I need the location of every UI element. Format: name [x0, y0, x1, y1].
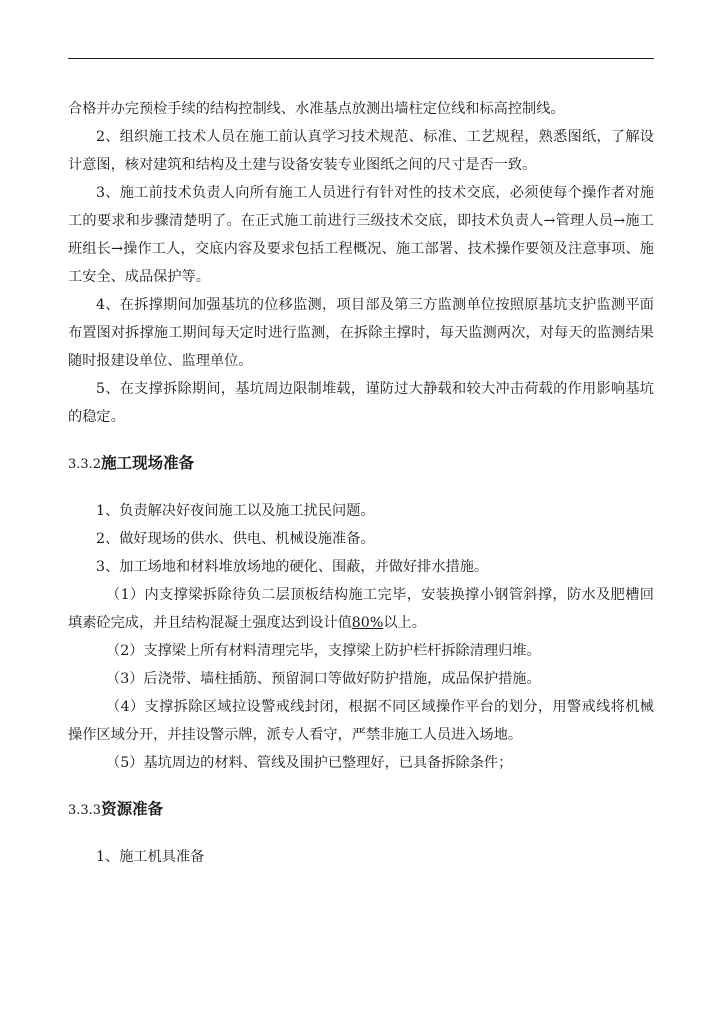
- section-number: 3.3.2: [68, 457, 102, 472]
- site-prep-item-2: 2、做好现场的供水、供电、机械设施准备。: [96, 531, 375, 547]
- paragraph-intro-continuation: 合格并办完预检手续的结构控制线、水准基点放测出墙柱定位线和标高控制线。: [68, 101, 565, 117]
- header-rule: [68, 58, 654, 59]
- paragraph-item-3: 3、施工前技术负责人向所有施工人员进行有针对性的技术交底，必须使每个操作者对施工的要求和步骤清楚明了。在正式施工前进行三级技术交底，即技术负责人→管理人员→施工班组长→操作工人，交底内容及要求包括工程概况、施工部署、技术操作要领及注意事项、施工安全、成品保护等。: [68, 185, 654, 285]
- section-number: 3.3.3: [68, 803, 102, 818]
- site-prep-item-1: 1、负责解决好夜间施工以及施工扰民问题。: [96, 503, 375, 519]
- site-prep-sub-3: （3）后浇带、墙柱插筋、预留洞口等做好防护措施，成品保护措施。: [106, 671, 541, 687]
- site-prep-sub-2: （2）支撑梁上所有材料清理完毕，支撑梁上防护栏杆拆除清理归堆。: [106, 643, 541, 659]
- sub-1-text-end: 以上。: [383, 615, 426, 631]
- sub-1-underlined-value: 80%: [351, 615, 384, 631]
- resource-prep-item-1: 1、施工机具准备: [96, 849, 205, 865]
- document-body: [68, 95, 654, 871]
- site-prep-sub-5: （5）基坑周边的材料、管线及围护已整理好，已具备拆除条件；: [106, 755, 513, 771]
- paragraph-item-5: 5、在支撑拆除期间，基坑周边限制堆载，谨防过大静载和较大冲击荷载的作用影响基坑的稳定。: [68, 381, 654, 425]
- site-prep-sub-1: [68, 581, 654, 637]
- section-heading-3-3-2: [68, 449, 654, 479]
- paragraph-item-2: 2、组织施工技术人员在施工前认真学习技术规范、标准、工艺规程，熟悉图纸，了解设计意图，核对建筑和结构及土建与设备安装专业图纸之间的尺寸是否一致。: [68, 129, 654, 173]
- sub-1-text: （1）内支撑梁拆除待负二层顶板结构施工完毕，安装换撑小钢管斜撑，防水及肥槽回填素砼完成，并且结构混凝土强度达到设计值: [68, 587, 654, 631]
- section-title: 施工现场准备: [101, 454, 195, 472]
- paragraph-item-4: 4、在拆撑期间加强基坑的位移监测，项目部及第三方监测单位按照原基坑支护监测平面布置图对拆撑施工期间每天定时进行监测，在拆除主撑时，每天监测两次，对每天的监测结果随时报建设单位、监理单位。: [68, 297, 654, 369]
- section-title: 资源准备: [101, 800, 164, 818]
- site-prep-item-3: 3、加工场地和材料堆放场地的硬化、围蔽，并做好排水措施。: [96, 559, 489, 575]
- section-heading-3-3-3: [68, 795, 654, 825]
- site-prep-sub-4: （4）支撑拆除区域拉设警戒线封闭，根据不同区域操作平台的划分，用警戒线将机械操作区域分开，并挂设警示牌，派专人看守，严禁非施工人员进入场地。: [68, 699, 654, 743]
